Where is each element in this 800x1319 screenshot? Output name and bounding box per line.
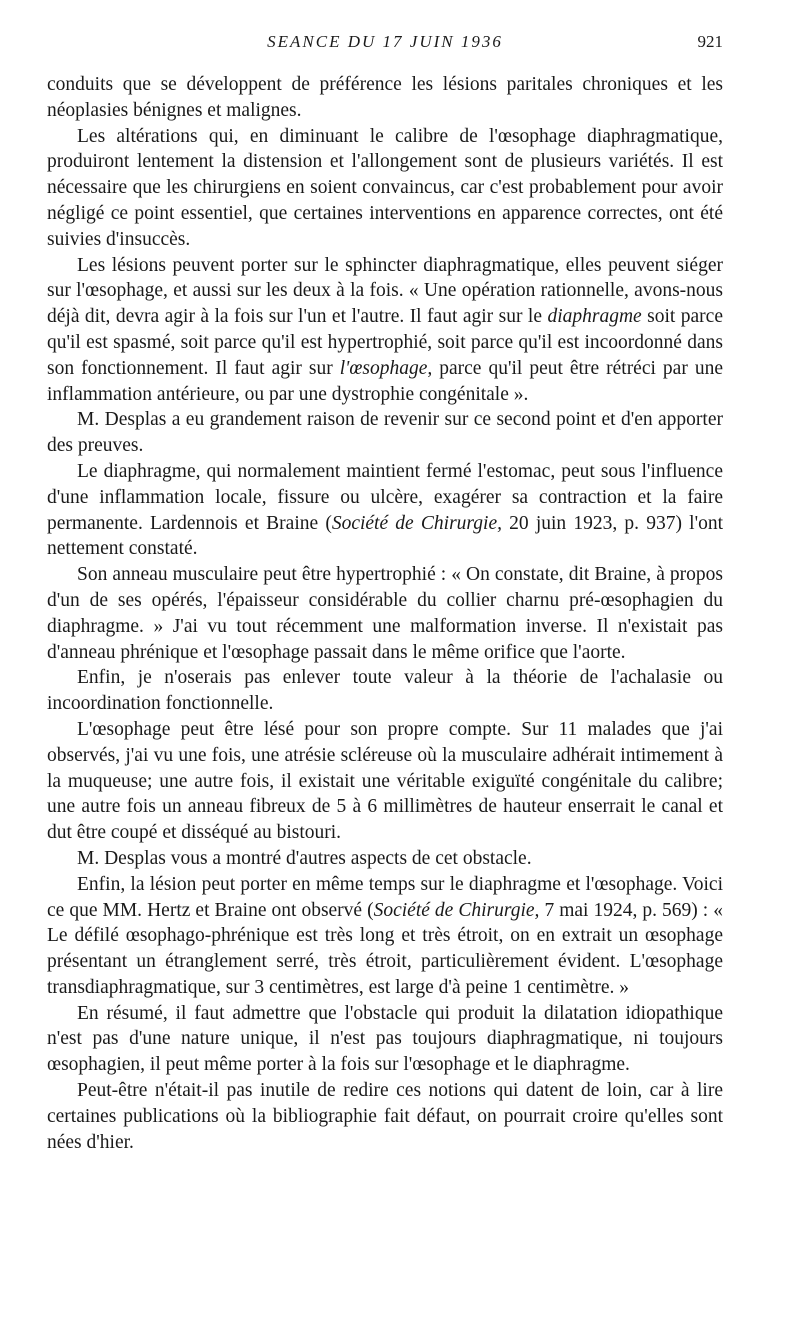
paragraph-3-emphasis-diaphragme: diaphragme <box>547 306 642 328</box>
paragraph-3-text-c: parce qu'il peut être rétréci par une inflammation antérieure, ou par une dystrophie congénitale ». <box>47 357 723 405</box>
paragraph-1: conduits que se développent de préférence les lésions paritales chroniques et les néoplasies bénignes et malignes. <box>47 74 723 121</box>
body-text <box>47 72 723 1155</box>
paragraph-5-citation-journal: Société de Chirurgie, <box>331 512 502 534</box>
running-header <box>47 32 723 54</box>
paragraph-5-text-a: Le diaphragme, qui normalement maintient fermé l'estomac, peut sous l'influence d'une inflammation locale, fissure ou ulcère, exagérer sa contraction et la faire permanente. Lardennois et Braine ( <box>47 460 723 534</box>
paragraph-2: Les altérations qui, en diminuant le calibre de l'œsophage diaphragmatique, produiront lentement la distension et l'allongement sont de plusieurs variétés. Il est nécessaire que les chirurgiens en soient convaincus, car c'est probablement pour avoir négligé ce point essentiel, que certaines interventions en apparence correctes, ont été suivies d'insuccès. <box>47 125 723 250</box>
paragraph-11: En résumé, il faut admettre que l'obstacle qui produit la dilatation idiopathique n'est pas d'une nature unique, il n'est pas toujours diaphragmatique, ni toujours œsophagien, il peut même porter à la fois sur l'œsophage et le diaphragme. <box>47 1002 723 1076</box>
header-title: SEANCE DU 17 JUIN 1936 <box>267 32 503 51</box>
page-number: 921 <box>697 32 723 51</box>
paragraph-10-text-a: Enfin, la lésion peut porter en même temps sur le diaphragme et l'œsophage. Voici ce que MM. Hertz et Braine ont observé ( <box>47 873 723 921</box>
paragraph-10 <box>47 872 723 1001</box>
paragraph-3 <box>47 253 723 408</box>
paragraph-3-text-a: Les lésions peuvent porter sur le sphincter diaphragmatique, elles peuvent siéger sur l'œsophage, et aussi sur les deux à la fois. « Une opération rationnelle, avons-nous déjà dit, devra agir à la fois sur l'un et l'autre. Il faut agir sur le <box>47 254 723 328</box>
paragraph-10-text-b: 7 mai 1924, p. 569) : « Le défilé œsophago-phrénique est très long et très étroit, on en extrait un œsophage présentant un étranglement serré, très étroit, particulièrement évident. L'œsophage transdiaphragmatique, sur 3 centimètres, est large d'à peine 1 centimètre. » <box>47 899 723 998</box>
paragraph-4: M. Desplas a eu grandement raison de revenir sur ce second point et d'en apporter des preuves. <box>47 409 723 457</box>
paragraph-6: Son anneau musculaire peut être hypertrophié : « On constate, dit Braine, à propos d'un de ses opérés, l'épaisseur considérable du collier charnu pré-œsophagien du diaphragme. » J'ai vu tout récemment une malformation inverse. Il n'existait pas d'anneau phrénique et l'œsophage passait dans le même orifice que l'aorte. <box>47 564 723 663</box>
paragraph-10-citation-journal: Société de Chirurgie, <box>373 899 540 921</box>
paragraph-7: Enfin, je n'oserais pas enlever toute valeur à la théorie de l'achalasie ou incoordination fonctionnelle. <box>47 667 723 715</box>
paragraph-9: M. Desplas vous a montré d'autres aspects de cet obstacle. <box>77 847 532 869</box>
paragraph-3-emphasis-oesophage: l'œsophage, <box>339 357 433 379</box>
paragraph-5 <box>47 459 723 562</box>
paragraph-5-text-b: 20 juin 1923, p. 937) l'ont nettement constaté. <box>47 512 724 560</box>
paragraph-12: Peut-être n'était-il pas inutile de redire ces notions qui datent de loin, car à lire certaines publications où la bibliographie fait défaut, on pourrait croire qu'elles sont nées d'hier. <box>47 1080 723 1153</box>
paragraph-3-text-b: soit parce qu'il est spasmé, soit parce qu'il est hypertrophié, soit parce qu'il est incoordonné dans son fonctionnement. Il faut agir sur <box>47 306 723 379</box>
paragraph-8: L'œsophage peut être lésé pour son propre compte. Sur 11 malades que j'ai observés, j'ai vu une fois, une atrésie scléreuse où la musculaire adhérait intimement à la muqueuse; une autre fois, il existait une véritable exiguïté congénitale du calibre; une autre fois un anneau fibreux de 5 à 6 millimètres de hauteur enserrait le canal et dut être coupé et disséqué au bistouri. <box>47 718 723 844</box>
